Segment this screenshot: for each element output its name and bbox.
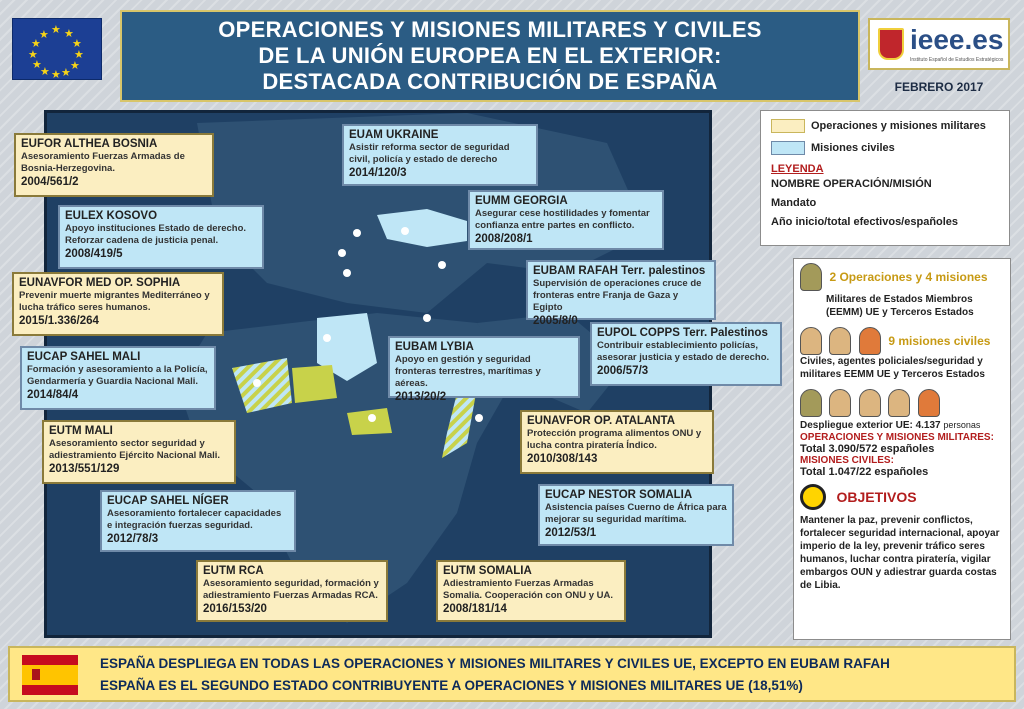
- mission-eumm-georgia: [468, 190, 664, 250]
- soldier-icon: [800, 389, 822, 417]
- mission-year: 2005/8/0: [533, 315, 578, 327]
- mission-year: 2013/551/129: [49, 463, 120, 475]
- civilian-woman-icon: [859, 327, 881, 355]
- mil-total: Total 3.090/572 españoles: [800, 443, 935, 455]
- mission-name: EULEX KOSOVO: [65, 210, 158, 222]
- soldier-icon: [800, 263, 822, 291]
- mission-mandate: Apoyo instituciones Estado de derecho. Reforzar cadena de justicia penal.: [65, 223, 247, 246]
- mission-mandate: Apoyo en gestión y seguridad fronteras terrestres, marítimas y aéreas.: [395, 354, 541, 389]
- mission-name: EUMM GEORGIA: [475, 195, 568, 207]
- mission-name: EUTM SOMALIA: [443, 565, 532, 577]
- title-line-3: DESTACADA CONTRIBUCIÓN DE ESPAÑA: [262, 69, 718, 94]
- mission-eutm-mali: [42, 420, 236, 484]
- footer-banner: [8, 646, 1016, 702]
- mission-eunavfor-sophia: [12, 272, 224, 336]
- mission-euam-ukraine: [342, 124, 538, 186]
- mission-year: 2006/57/3: [597, 365, 649, 377]
- legend-civil-row: [771, 139, 999, 161]
- mission-mandate: Supervisión de operaciones cruce de fronteras entre Franja de Gaza y Egipto: [533, 278, 702, 313]
- mission-eunavfor-atalanta: [520, 410, 714, 474]
- mission-mandate: Contribuir establecimiento policías, asesorar justicia y estado de derecho.: [597, 340, 770, 363]
- police-icon: [829, 389, 851, 417]
- mission-name: EUTM RCA: [203, 565, 264, 577]
- civil-swatch: [771, 141, 805, 155]
- mission-eutm-rca: [196, 560, 388, 622]
- civ-total: Total 1.047/22 españoles: [800, 466, 929, 478]
- shield-icon: [878, 28, 904, 60]
- niger-region: [292, 365, 337, 403]
- mission-year: 2008/181/14: [443, 603, 507, 615]
- mission-eutm-somalia: [436, 560, 626, 622]
- legend-line-name: NOMBRE OPERACIÓN/MISIÓN: [771, 178, 932, 190]
- stats-panel: [793, 258, 1011, 640]
- title-line-1: OPERACIONES Y MISIONES MILITARES Y CIVILES: [218, 17, 762, 42]
- mission-mandate: Asesoramiento fortalecer capacidades e integración fuerzas seguridad.: [107, 508, 282, 531]
- mission-name: EUPOL COPPS Terr. Palestinos: [597, 327, 768, 339]
- civilian-woman-icon: [918, 389, 940, 417]
- mission-eucap-nestor: [538, 484, 734, 546]
- mission-year: 2012/78/3: [107, 533, 159, 545]
- target-icon: [800, 484, 826, 510]
- mission-year: 2008/208/1: [475, 233, 533, 245]
- civilian-icon: [888, 389, 910, 417]
- civ-header: MISIONES CIVILES:: [800, 455, 894, 466]
- mission-mandate: Prevenir muerte migrantes Mediterráneo y lucha tráfico seres humanos.: [19, 290, 210, 313]
- mission-year: 2015/1.336/264: [19, 315, 99, 327]
- mission-name: EUNAVFOR MED OP. SOPHIA: [19, 277, 181, 289]
- mission-mandate: Asesoramiento seguridad, formación y adiestramiento Fuerzas Armadas RCA.: [203, 578, 379, 601]
- legend-line-mandate: Mandato: [771, 197, 817, 209]
- mission-eupol-copps: [590, 322, 782, 386]
- mission-name: EUBAM LYBIA: [395, 341, 474, 353]
- legend-military-label: Operaciones y misiones militares: [811, 120, 986, 132]
- main-title: [120, 10, 860, 102]
- spain-flag-icon: [22, 655, 78, 695]
- mission-year: 2004/561/2: [21, 176, 79, 188]
- footer-line-1: ESPAÑA DESPLIEGA EN TODAS LAS OPERACIONES Y MISIONES MILITARES Y CIVILES UE, EXCEPTO EN EUBAM RAFAH: [100, 656, 890, 671]
- civilian-icon: [829, 327, 851, 355]
- legend-title: LEYENDA: [771, 163, 824, 175]
- mil-header: OPERACIONES Y MISIONES MILITARES:: [800, 432, 994, 443]
- legend-panel: [760, 110, 1010, 246]
- date-label: FEBRERO 2017: [894, 80, 984, 94]
- mission-name: EUNAVFOR OP. ATALANTA: [527, 415, 676, 427]
- mission-year: 2014/84/4: [27, 389, 79, 401]
- mission-mandate: Asistencia países Cuerno de África para mejorar su seguridad marítima.: [545, 502, 727, 525]
- police-icon: [800, 327, 822, 355]
- mission-mandate: Asistir reforma sector de seguridad civil, policía y estado de derecho: [349, 142, 510, 165]
- mission-year: 2013/20/2: [395, 391, 447, 403]
- objectives-text: Mantener la paz, prevenir conflictos, fortalecer seguridad internacional, apoyar imperio de la ley, prevenir tráfico seres humanos, luchar contra piratería, vigilar embargos OUN y adiestrar guarda costas de Libia.: [800, 515, 1000, 591]
- civil-desc: Civiles, agentes policiales/seguridad y militares EEMM UE y Terceros Estados: [800, 356, 985, 380]
- objectives-title: OBJETIVOS: [836, 489, 917, 505]
- mission-name: EUBAM RAFAH Terr. palestinos: [533, 265, 706, 277]
- eu-flag-icon: ★ ★ ★ ★ ★ ★ ★ ★ ★ ★ ★ ★: [12, 18, 102, 80]
- mission-name: EUCAP SAHEL MALI: [27, 351, 141, 363]
- mission-mandate: Asesoramiento sector seguridad y adiestramiento Ejército Nacional Mali.: [49, 438, 221, 461]
- mission-mandate: Formación y asesoramiento a la Policía, Gendarmería y Guardia Nacional Mali.: [27, 364, 208, 387]
- mission-name: EUTM MALI: [49, 425, 113, 437]
- mission-mandate: Adiestramiento Fuerzas Armadas Somalia. Cooperación con ONU y UA.: [443, 578, 613, 601]
- mission-year: 2014/120/3: [349, 167, 407, 179]
- ops-title: 2 Operaciones y 4 misiones: [829, 270, 988, 285]
- mission-eubam-rafah: [526, 260, 716, 327]
- deploy-unit: personas: [943, 420, 981, 430]
- mission-name: EUFOR ALTHEA BOSNIA: [21, 138, 158, 150]
- footer-line-2: ESPAÑA ES EL SEGUNDO ESTADO CONTRIBUYENTE A OPERACIONES Y MISIONES MILITARES UE (18,51%): [100, 678, 803, 693]
- mission-name: EUAM UKRAINE: [349, 129, 439, 141]
- mission-eufor-althea: [14, 133, 214, 197]
- mission-eulex-kosovo: [58, 205, 264, 269]
- mission-mandate: Asegurar cese hostilidades y fomentar confianza entre partes en conflicto.: [475, 208, 650, 231]
- deploy-total: Despliegue exterior UE: 4.137: [800, 420, 941, 431]
- mission-eucap-sahel-niger: [100, 490, 296, 552]
- mission-year: 2012/53/1: [545, 527, 597, 539]
- mission-eucap-sahel-mali: [20, 346, 216, 410]
- mission-year: 2016/153/20: [203, 603, 267, 615]
- legend-civil-label: Misiones civiles: [811, 142, 895, 154]
- mission-eubam-lybia: [388, 336, 580, 403]
- legend-military-row: [771, 117, 999, 139]
- logo-subtitle: Instituto Español de Estudios Estratégicos: [910, 57, 1004, 63]
- military-swatch: [771, 119, 805, 133]
- officer-icon: [859, 389, 881, 417]
- title-line-2: DE LA UNIÓN EUROPEA EN EL EXTERIOR:: [258, 43, 722, 68]
- logo-text: ieee.es: [910, 24, 1004, 55]
- legend-line-year: Año inicio/total efectivos/españoles: [771, 216, 959, 228]
- ops-desc: Militares de Estados Miembros (EEMM) UE y Terceros Estados: [826, 294, 974, 318]
- mission-year: 2010/308/143: [527, 453, 598, 465]
- mission-name: EUCAP NESTOR SOMALIA: [545, 489, 693, 501]
- mission-mandate: Asesoramiento Fuerzas Armadas de Bosnia-Herzegovina.: [21, 151, 185, 174]
- mission-year: 2008/419/5: [65, 248, 123, 260]
- mission-name: EUCAP SAHEL NÍGER: [107, 495, 229, 507]
- civil-title: 9 misiones civiles: [888, 334, 991, 349]
- ieee-logo[interactable]: [868, 18, 1010, 70]
- mission-mandate: Protección programa alimentos ONU y lucha contra piratería Índico.: [527, 428, 702, 451]
